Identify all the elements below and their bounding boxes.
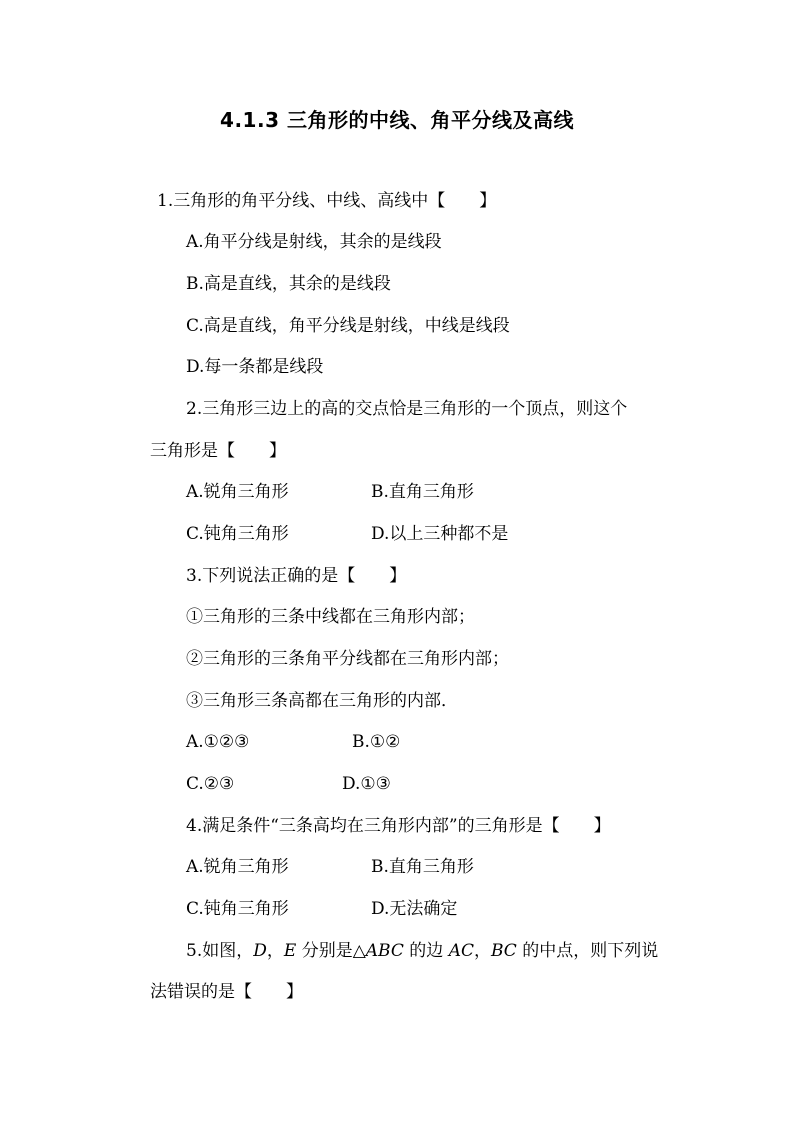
question-3-stem: 3.下列说法正确的是【 】 bbox=[186, 566, 407, 586]
q5-triangle-abc: ABC bbox=[365, 941, 404, 961]
question-2-stem-line2: 三角形是【 】 bbox=[150, 441, 286, 461]
q5-text-4: ， bbox=[473, 941, 491, 961]
q5-comma: ， bbox=[266, 941, 284, 961]
question-5-stem-line1 bbox=[186, 940, 658, 962]
question-1-option-c: C.高是直线，角平分线是射线，中线是线段 bbox=[186, 316, 510, 336]
question-2-stem-line1: 2.三角形三边上的高的交点恰是三角形的一个顶点，则这个 bbox=[186, 399, 628, 419]
q5-side-bc: BC bbox=[490, 941, 517, 961]
question-4-option-d: D.无法确定 bbox=[371, 899, 458, 919]
page-title: 4.1.3 三角形的中线、角平分线及高线 bbox=[220, 108, 574, 132]
question-2-option-c: C.钝角三角形 bbox=[186, 524, 289, 544]
q5-text-5: 的中点，则下列说 bbox=[516, 941, 659, 961]
q5-side-ac: AC bbox=[448, 941, 474, 961]
q5-point-e: E bbox=[283, 941, 297, 961]
question-2-option-b: B.直角三角形 bbox=[371, 482, 474, 502]
question-1-option-d: D.每一条都是线段 bbox=[186, 357, 324, 377]
question-3-option-b: B.①② bbox=[352, 732, 401, 752]
question-1-option-b: B.高是直线，其余的是线段 bbox=[186, 274, 391, 294]
q5-point-d: D bbox=[253, 941, 267, 961]
question-3-statement-2: ②三角形的三条角平分线都在三角形内部； bbox=[186, 649, 509, 669]
q5-text-3: 的边 bbox=[403, 941, 449, 961]
question-3-option-a: A.①②③ bbox=[186, 732, 250, 752]
question-2-option-a: A.锐角三角形 bbox=[186, 482, 289, 502]
q5-text-2: 分别是 bbox=[296, 941, 353, 961]
question-3-statement-3: ③三角形三条高都在三角形的内部． bbox=[186, 691, 458, 711]
question-3-statement-1: ①三角形的三条中线都在三角形内部； bbox=[186, 607, 475, 627]
question-1-stem: 1.三角形的角平分线、中线、高线中【 】 bbox=[157, 191, 497, 211]
question-4-option-c: C.钝角三角形 bbox=[186, 899, 289, 919]
question-5-stem-line2: 法错误的是【 】 bbox=[150, 982, 303, 1002]
question-4-option-a: A.锐角三角形 bbox=[186, 857, 289, 877]
question-3-option-d: D.①③ bbox=[342, 774, 391, 794]
question-1-option-a: A.角平分线是射线，其余的是线段 bbox=[186, 232, 442, 252]
question-4-stem: 4.满足条件“三条高均在三角形内部”的三角形是【 】 bbox=[186, 816, 611, 836]
question-2-option-d: D.以上三种都不是 bbox=[371, 524, 509, 544]
question-3-option-c: C.②③ bbox=[186, 774, 235, 794]
question-4-option-b: B.直角三角形 bbox=[371, 857, 474, 877]
q5-text-1: 5.如图， bbox=[186, 941, 254, 961]
q5-triangle-symbol: △ bbox=[352, 941, 366, 961]
